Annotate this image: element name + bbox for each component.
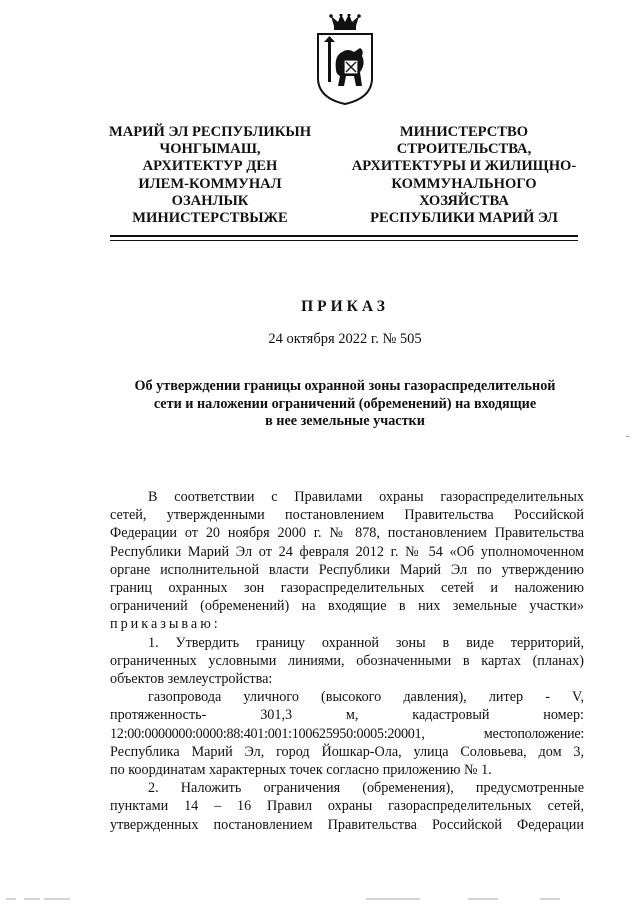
body-line: по координатам характерных точек согласно приложению № 1. (110, 762, 492, 779)
body-line: пунктами 14 – 16 Правил охраны газораспределительных сетей, (110, 798, 584, 815)
body-line: ограничений (обременений) на входящие в них земельные участки» (110, 598, 584, 615)
body-line: сетей, утвержденными постановлением Правительства Российской (110, 507, 584, 524)
header-right-line: СТРОИТЕЛЬСТВА, (396, 141, 532, 158)
header-left-line: МИНИСТЕРСТВЫЖЕ (132, 210, 288, 227)
body-line: Республика Марий Эл, город Йошкар-Ола, улица Соловьева, дом 3, (110, 743, 584, 760)
body-line: ограниченных условными линиями, обозначенными в картах (планах) (110, 652, 584, 669)
body-line: границ охранных зон газораспределительных сетей и наложению (110, 580, 584, 597)
header-right-line: РЕСПУБЛИКИ МАРИЙ ЭЛ (370, 210, 558, 227)
body-line: органе исполнительной власти Республики Марий Эл по утверждению (110, 561, 584, 578)
subject-line: Об утверждении границы охранной зоны газораспределительной (134, 378, 556, 394)
header-left-line: ЧОНГЫМАШ, (159, 141, 261, 158)
header-right-line: АРХИТЕКТУРЫ И ЖИЛИЩНО- (351, 158, 577, 175)
document-subject (100, 378, 590, 431)
document-type-title: ПРИКАЗ (301, 298, 389, 315)
body-line: 1. Утвердить границу охранной зоны в виде территорий, (148, 634, 584, 651)
body-line: Республики Марий Эл от 24 февраля 2012 г. № 54 «Об уполномоченном (110, 543, 584, 560)
body-line: утвержденных постановлением Правительства Российской Федерации (110, 816, 584, 833)
body-line: 2. Наложить ограничения (обременения), предусмотренные (148, 780, 584, 797)
document-body (110, 488, 584, 834)
header-left-line: ОЗАНЛЫК (171, 192, 249, 209)
header-left-line: АРХИТЕКТУР ДЕН (142, 158, 278, 175)
body-line: Федерации от 20 ноября 2000 г. № 878, постановлением Правительства (110, 525, 584, 542)
body-line: объектов землеустройства: (110, 671, 273, 688)
header-right-line: МИНИСТЕРСТВО (399, 124, 529, 140)
scan-edge-artifacts (0, 896, 640, 902)
header-right-block (344, 124, 584, 227)
header-right-line: ХОЗЯЙСТВА (419, 192, 509, 209)
header-left-line: ИЛЕМ-КОММУНАЛ (138, 175, 282, 192)
header-right-line: КОММУНАЛЬНОГО (391, 175, 537, 192)
scan-margin-mark (626, 436, 629, 437)
header-left-block (100, 124, 320, 227)
body-line: В соответствии с Правилами охраны газораспределительных (148, 489, 584, 505)
header-divider-thin (110, 240, 578, 241)
body-line: газопровода уличного (высокого давления), литер - V, (148, 689, 584, 706)
subject-line: в нее земельные участки (265, 413, 425, 429)
header-left-line: МАРИЙ ЭЛ РЕСПУБЛИКЫН (108, 124, 312, 140)
header-divider-thick (110, 235, 578, 237)
subject-line: сети и наложении ограничений (обременений) на входящие (153, 395, 537, 412)
coat-of-arms-emblem (314, 14, 376, 106)
body-line-prikazyvayu: приказываю: (110, 616, 221, 633)
body-line-cadastral: 12:00:0000000:0000:88:401:001:100625950:0005:20001, местоположение: (110, 725, 584, 742)
document-date-number: 24 октября 2022 г. № 505 (268, 331, 422, 347)
body-line: протяженность- 301,3 м, кадастровый номер: (110, 707, 584, 724)
